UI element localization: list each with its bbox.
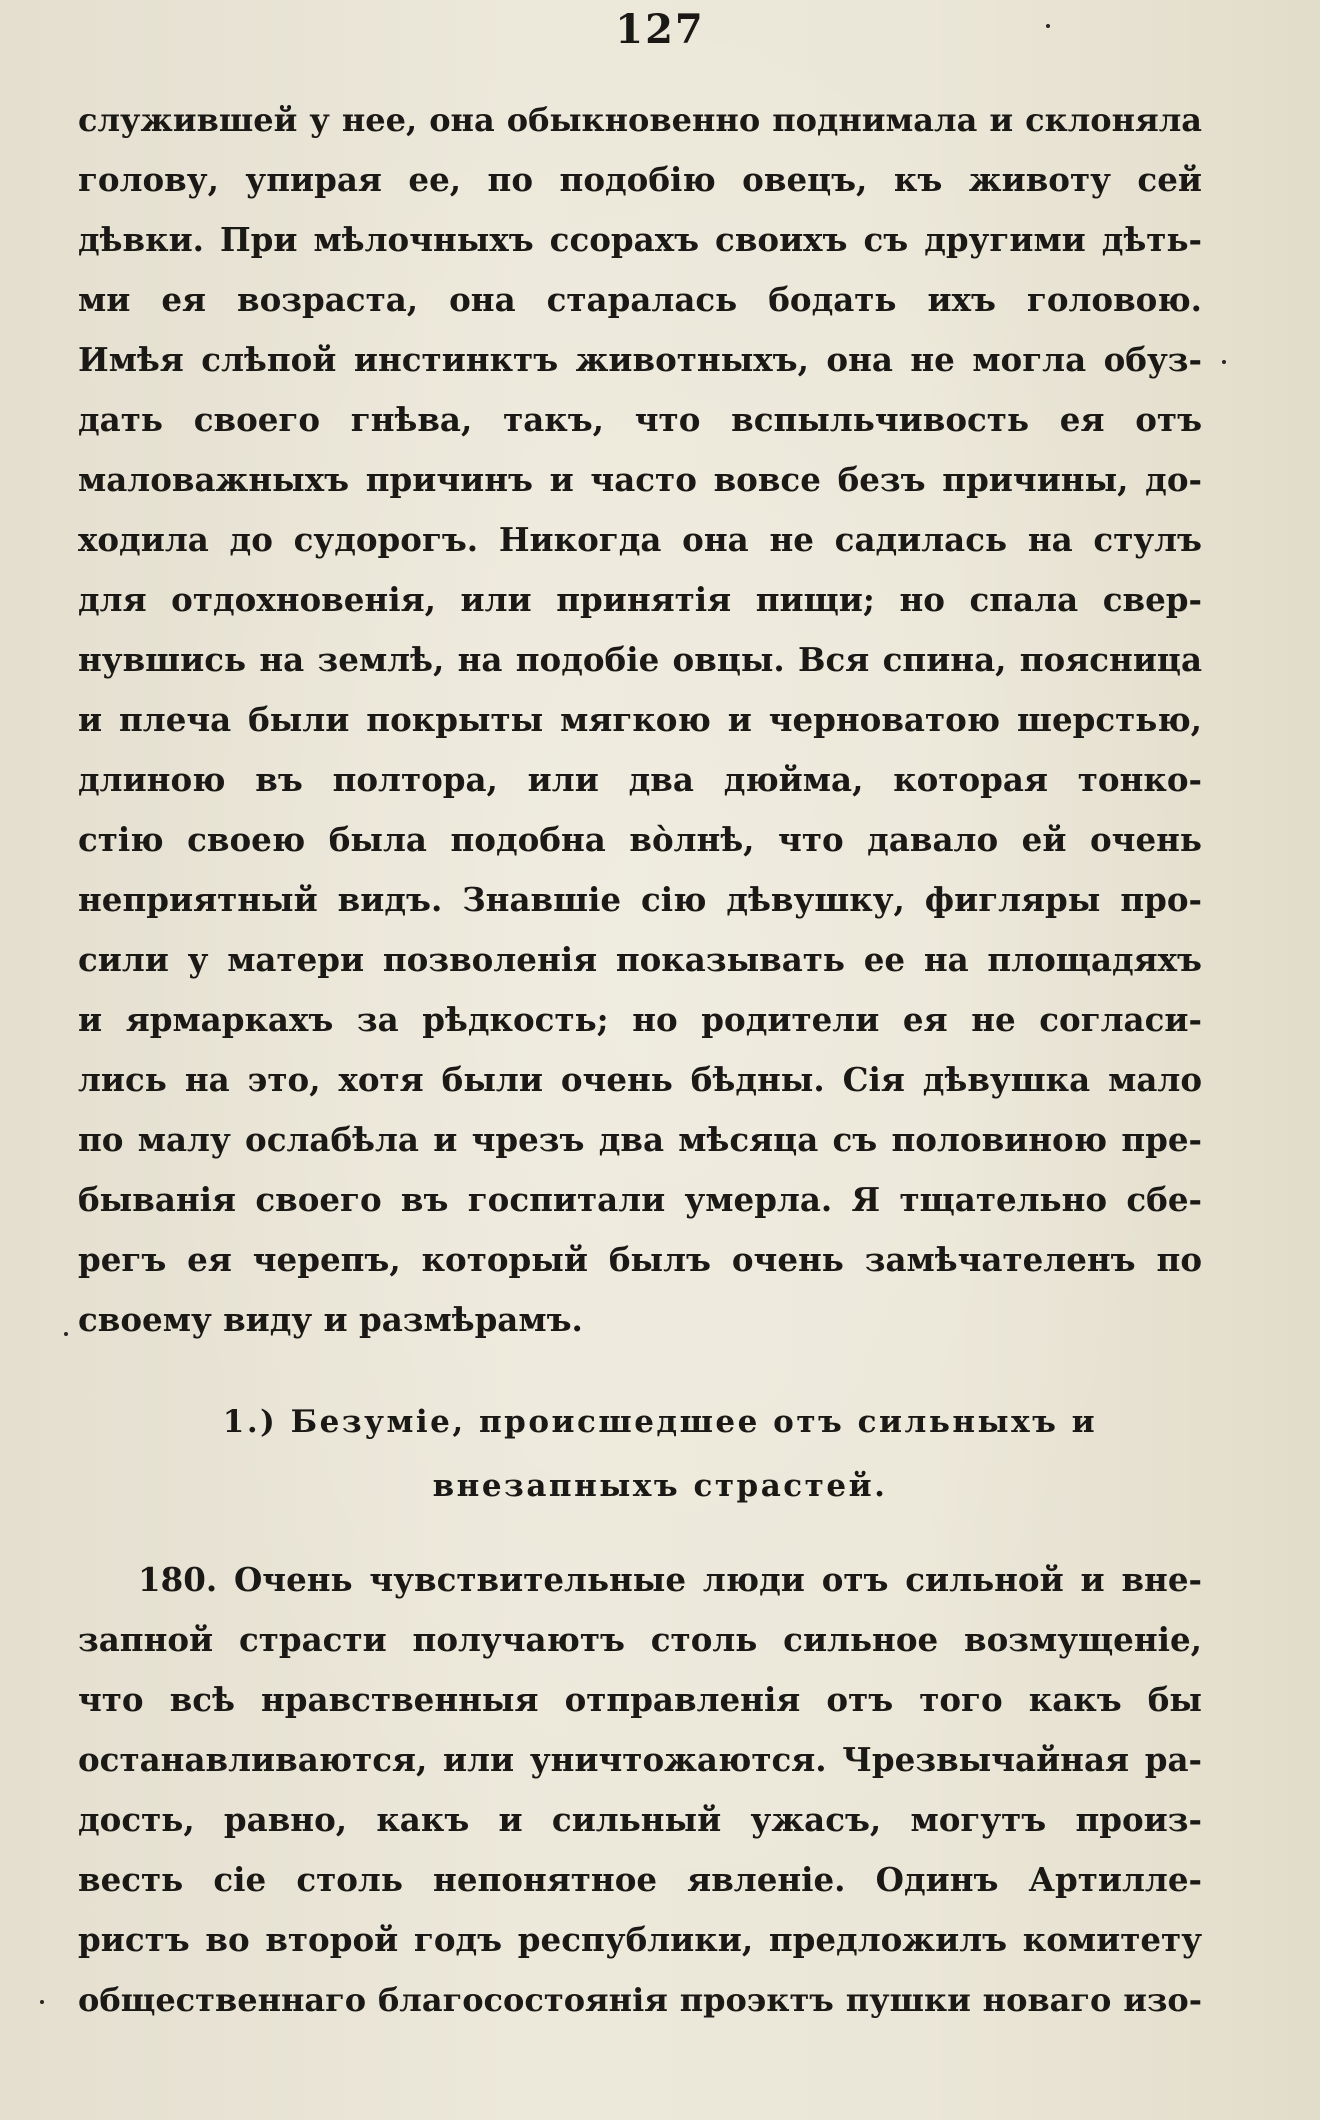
text-line: весть сіе столь непонятное явленіе. Одинъ Артилле- <box>78 1860 1202 1899</box>
text-line: служившей у нее, она обыкновенно поднимала и склоняла <box>78 101 1202 139</box>
text-line: нувшись на землѣ, на подобіе овцы. Вся спина, поясница <box>78 640 1202 679</box>
ink-speck <box>1046 24 1050 28</box>
text-line: 180. Очень чувствительные люди отъ сильной и вне- <box>138 1560 1202 1599</box>
text-line: сили у матери позволенія показывать ее на площадяхъ <box>78 940 1202 979</box>
text-line: что всѣ нравственныя отправленія отъ того какъ бы <box>78 1680 1202 1719</box>
text-line: дѣвки. При мѣлочныхъ ссорахъ своихъ съ другими дѣть- <box>78 220 1202 259</box>
section-heading-line: внезапныхъ страстей. <box>432 1468 888 1504</box>
text-line: дать своего гнѣва, такъ, что вспыльчивость ея отъ <box>78 400 1202 439</box>
text-line: запной страсти получаютъ столь сильное возмущеніе, <box>78 1620 1202 1659</box>
text-line: ристъ во второй годъ республики, предложилъ комитету <box>78 1920 1202 1959</box>
text-line: быванія своего въ госпитали умерла. Я тщательно сбе- <box>78 1180 1202 1219</box>
text-line: лись на это, хотя были очень бѣдны. Сія дѣвушка мало <box>78 1060 1202 1099</box>
text-line: и плеча были покрыты мягкою и черноватою шерстью, <box>78 700 1202 739</box>
text-line: регъ ея черепъ, который былъ очень замѣчателенъ по <box>78 1240 1202 1279</box>
text-line: неприятный видъ. Знавшіе сію дѣвушку, фигляры про- <box>78 880 1202 919</box>
ink-speck <box>1222 360 1226 364</box>
text-line: длиною въ полтора, или два дюйма, которая тонко- <box>78 760 1202 799</box>
text-line: голову, упирая ее, по подобію овецъ, къ животу сей <box>78 160 1202 199</box>
ink-speck <box>64 1332 68 1336</box>
ink-speck <box>40 2000 44 2004</box>
text-line: для отдохновенія, или принятія пищи; но спала свер- <box>78 580 1202 619</box>
text-line: ходила до судорогъ. Никогда она не садилась на стулъ <box>78 520 1202 559</box>
text-line: стію своею была подобна вòлнѣ, что давало ей очень <box>78 820 1202 859</box>
text-line: дость, равно, какъ и сильный ужасъ, могутъ произ- <box>78 1800 1202 1839</box>
text-line: Имѣя слѣпой инстинктъ животныхъ, она не могла обуз- <box>78 340 1202 379</box>
text-line: и ярмаркахъ за рѣдкость; но родители ея не согласи- <box>78 1000 1202 1039</box>
text-line: общественнаго благосостоянія проэктъ пушки новаго изо- <box>78 1981 1202 2019</box>
text-line: ми ея возраста, она старалась бодать ихъ головою. <box>78 280 1202 319</box>
section-heading-line: 1.) Безуміе, происшедшее отъ сильныхъ и <box>222 1404 1098 1440</box>
text-line: останавливаются, или уничтожаются. Чрезвычайная ра- <box>78 1740 1202 1779</box>
text-line: по малу ослабѣла и чрезъ два мѣсяца съ половиною пре- <box>78 1120 1202 1159</box>
text-line: своему виду и размѣрамъ. <box>78 1300 583 1339</box>
page-number: 127 <box>615 6 705 53</box>
text-line: маловажныхъ причинъ и часто вовсе безъ причины, до- <box>78 460 1202 499</box>
